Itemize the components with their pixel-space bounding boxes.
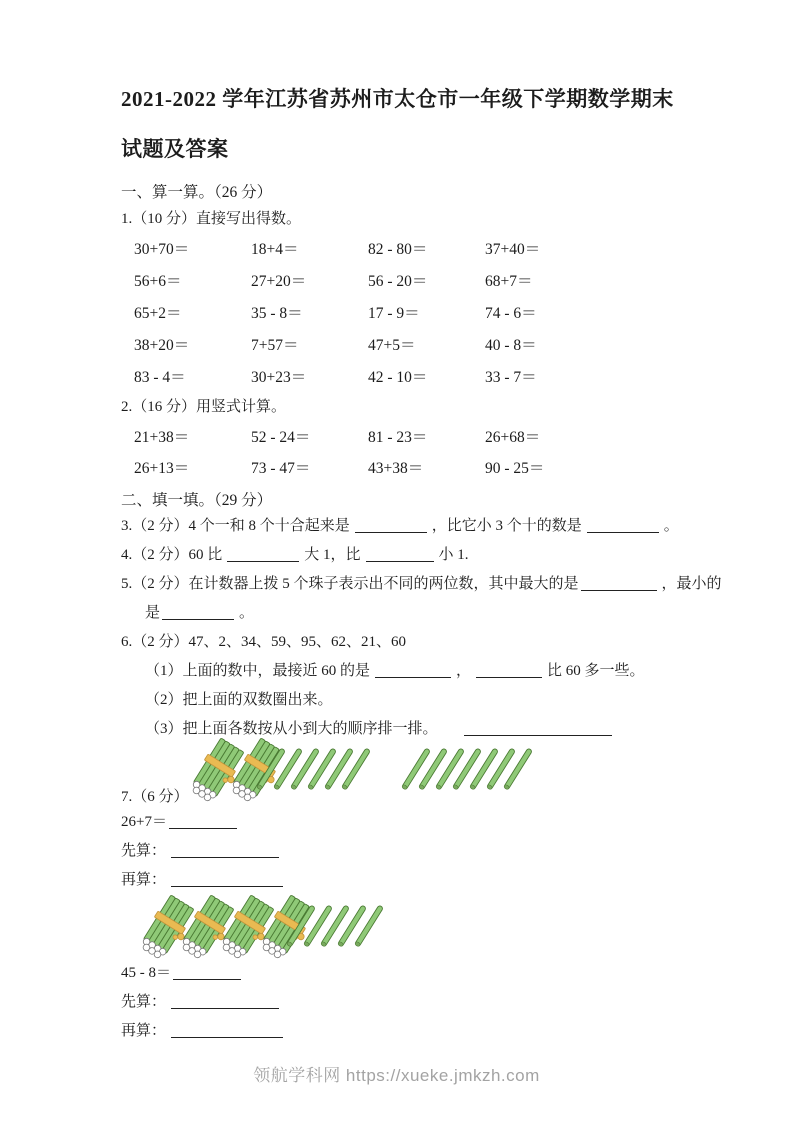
page-title-line2: 试题及答案 [121, 137, 229, 161]
question6-label: 6.（2 分）47、2、34、59、95、62、21、60 [121, 634, 407, 650]
equation: 33 - 7＝ [485, 369, 537, 386]
question7-part2-first-step [121, 988, 675, 1017]
question6-sub1-text-3: 比 60 多一些。 [547, 663, 645, 679]
answer-blank [355, 515, 427, 533]
equation: 52 - 24＝ [251, 428, 311, 446]
equation: 73 - 47＝ [251, 459, 311, 477]
equation: 40 - 8＝ [485, 337, 537, 354]
question6-sub1-text-1: （1）上面的数中，最接近 60 的是 [145, 663, 371, 679]
equation: 74 - 6＝ [485, 305, 537, 322]
question5-line1 [121, 570, 722, 599]
equation: 30+23＝ [251, 369, 307, 386]
equation-row [134, 360, 675, 392]
equation: 47+5＝ [368, 337, 416, 354]
question7-header [121, 744, 675, 808]
equation: 83 - 4＝ [134, 369, 186, 386]
question7-part1-first-step [121, 837, 675, 866]
equation: 17 - 9＝ [368, 305, 420, 322]
answer-blank [171, 869, 283, 887]
question1-equation-grid [121, 232, 675, 392]
question4-text-3: 小 1. [438, 547, 469, 563]
sticks-figure-26-plus-7 [170, 732, 550, 814]
question3-text-1: 3.（2 分）4 个一和 8 个十合起来是 [121, 518, 350, 534]
question6-sub1-text-2: ， [456, 663, 472, 679]
question3-text-3: 。 [663, 518, 679, 534]
equation: 7+57＝ [251, 337, 299, 354]
section1-heading: 一、算一算。（26 分） [121, 184, 273, 201]
page-title-line1: 2021-2022 学年江苏省苏州市太仓市一年级下学期数学期末 [121, 87, 674, 111]
equation: 18+4＝ [251, 241, 299, 258]
sticks-figure-45-minus-8 [140, 889, 400, 969]
equation: 37+40＝ [485, 241, 541, 258]
question2-label: 2.（16 分）用竖式计算。 [121, 399, 287, 415]
question7-part2-equation: 45 - 8＝ [121, 965, 171, 981]
question7-label: 7.（6 分） [121, 789, 189, 805]
answer-blank [581, 573, 657, 591]
equation: 56 - 20＝ [368, 273, 428, 290]
question7-figure2-area [121, 895, 675, 959]
answer-blank [366, 544, 434, 562]
equation: 82 - 80＝ [368, 241, 428, 258]
first-step-label: 先算： [121, 843, 167, 859]
question5-line2 [121, 599, 675, 628]
question1-label: 1.（10 分）直接写出得数。 [121, 211, 302, 227]
question5-text-3: 是 [145, 605, 161, 621]
question5-text-1: 5.（2 分）在计数器上拨 5 个珠子表示出不同的两位数，其中最大的是 [121, 576, 579, 592]
equation-row [134, 451, 675, 482]
question3-text-2: ，比它小 3 个十的数是 [431, 518, 582, 534]
question3 [121, 512, 679, 541]
second-step-label: 再算： [121, 872, 167, 888]
question6-sub3-text: （3）把上面各数按从小到大的顺序排一排。 [145, 721, 438, 737]
answer-blank [162, 602, 234, 620]
answer-blank [476, 660, 542, 678]
answer-blank [227, 544, 299, 562]
equation: 68+7＝ [485, 273, 533, 290]
question4-text-1: 4.（2 分）60 比 [121, 547, 223, 563]
question6-sub2: （2）把上面的双数圈出来。 [145, 692, 333, 708]
question2-equation-grid [121, 420, 675, 482]
equation: 26+68＝ [485, 428, 541, 446]
equation: 43+38＝ [368, 459, 424, 477]
site-watermark: 领航学科网 https://xueke.jmkzh.com [253, 1066, 540, 1085]
answer-blank [375, 660, 451, 678]
page-title [121, 74, 675, 174]
answer-blank [171, 1020, 283, 1038]
equation: 81 - 23＝ [368, 428, 428, 446]
answer-blank [171, 991, 279, 1009]
first-step-label: 先算： [121, 994, 167, 1010]
question6-sub1 [121, 657, 675, 686]
question4-text-2: 大 1，比 [304, 547, 361, 563]
equation-row [134, 296, 675, 328]
question5-text-2: ，最小的 [661, 576, 722, 592]
question7-part2-second-step [121, 1017, 675, 1046]
equation: 65+2＝ [134, 305, 182, 322]
equation-row [134, 264, 675, 296]
question5-text-4: 。 [239, 605, 255, 621]
equation: 27+20＝ [251, 273, 307, 290]
question7-part1-equation: 26+7＝ [121, 814, 167, 830]
equation: 21+38＝ [134, 428, 190, 446]
equation: 56+6＝ [134, 273, 182, 290]
equation: 30+70＝ [134, 241, 190, 258]
equation-row [134, 328, 675, 360]
answer-blank [587, 515, 659, 533]
second-step-label: 再算： [121, 1023, 167, 1039]
equation: 35 - 8＝ [251, 305, 303, 322]
equation: 38+20＝ [134, 337, 190, 354]
section2-heading: 二、填一填。（29 分） [121, 492, 273, 509]
equation-row [134, 232, 675, 264]
question4 [121, 541, 675, 570]
equation: 42 - 10＝ [368, 369, 428, 386]
equation: 26+13＝ [134, 459, 190, 477]
equation-row [134, 420, 675, 451]
equation: 90 - 25＝ [485, 459, 545, 477]
answer-blank [171, 840, 279, 858]
